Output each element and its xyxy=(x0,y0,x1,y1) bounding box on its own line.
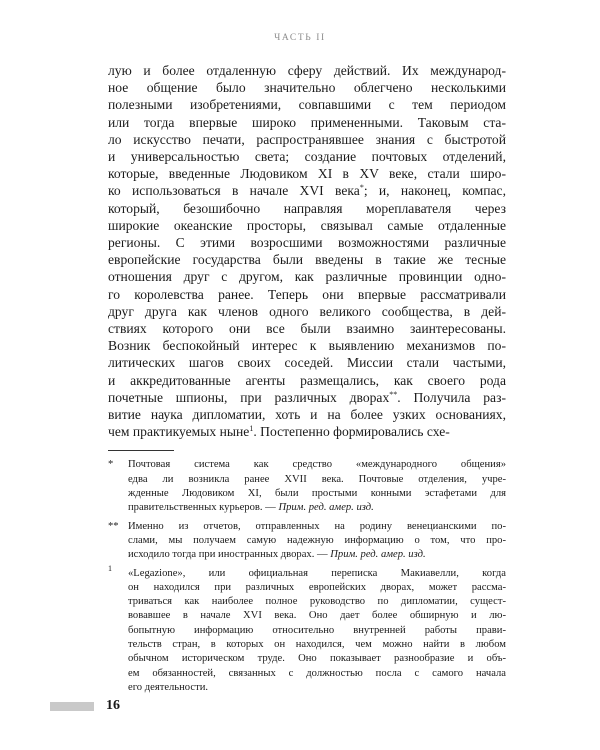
body-line: европейские государства были введены в такие же тесные xyxy=(108,252,506,268)
body-line: который, безошибочно направляя мореплавателя через xyxy=(108,200,506,216)
footnote-line: слами, мы получаем самую надежную информацию о том, что про- xyxy=(128,534,506,546)
body-line: или тогда впервые широко примененными. Таковым ста- xyxy=(108,114,506,130)
body-line: которые, введенные Людовиком XI в XV веке, стали широ- xyxy=(108,166,506,182)
body-line: Возник беспокойный интерес к выявлению механизмов по- xyxy=(108,338,506,354)
body-line: ствиях которого они все были взаимно заинтересованы. xyxy=(108,321,506,336)
body-text-run: ; и, наконец, компас, xyxy=(363,183,506,199)
running-header: ЧАСТЬ II xyxy=(274,33,326,43)
footnote-line: ем обязанностей, связанных с должностью посла с самого начала xyxy=(128,667,506,679)
footnote-line: «Legazione», или официальная переписка Макиавелли, когда xyxy=(128,567,506,579)
body-line: лую и более отдаленную сферу действий. Их международ- xyxy=(108,63,506,78)
footnote-line: обычном историческом труде. Оно показывает разнообразие и объ- xyxy=(128,653,506,665)
footnote-text-run: исходило тогда при иностранных дворах. — xyxy=(128,549,331,561)
footnote-line: Именно из отчетов, отправленных на родину венецианскими по- xyxy=(128,520,506,532)
footnote-text-run: правительственных курьеров. — xyxy=(128,502,279,514)
footnote-line: тельств стран, в которых он находился, чем можно найти в любом xyxy=(128,639,506,650)
body-line: широкие океанские просторы, связывал самые отдаленные xyxy=(108,217,506,233)
folio-decoration-bar xyxy=(50,702,94,711)
body-line: регионы. С этими возросшими возможностями различные xyxy=(108,235,506,250)
footnote-line: его деятельности. xyxy=(128,681,209,693)
footnote-mark: ** xyxy=(108,520,119,532)
editor-note: Прим. ред. амер. изд. xyxy=(278,502,374,514)
footnote-line: он находился при различных европейских дворах, может рассма- xyxy=(128,581,506,593)
footnote-line: триваться как наиболее полное руководство по дипломатии, сущест- xyxy=(128,596,506,608)
body-text-run: . Получила раз- xyxy=(397,389,506,405)
body-line: и аккредитованные агенты размещались, как своего рода xyxy=(108,372,506,388)
footnote-line: бопытную информацию относительно внутренней работы прави- xyxy=(128,624,506,636)
body-line: ное общение было значительно облегчено несколькими xyxy=(108,80,506,96)
body-line: го королевства ранее. Теперь они впервые рассматривали xyxy=(108,286,506,302)
body-text-run: . Постепенно формировались схе- xyxy=(253,424,450,440)
body-line: ло искусство печати, распространявшее знания с быстротой xyxy=(108,131,506,147)
body-line xyxy=(108,423,506,440)
footnote-line: вовавшее в начале XVI века. Оно дает более обширную и лю- xyxy=(128,610,506,622)
body-line: полезными изобретениями, совпавшими с тем периодом xyxy=(108,97,506,113)
footnote-line: едва ли возникла ранее XVII века. Почтовые отделения, учре- xyxy=(128,473,506,485)
body-line: отношения друг с другом, как различные провинции одно- xyxy=(108,269,506,285)
body-line: и универсальностью света; создание почтовых отделений, xyxy=(108,149,506,164)
body-text-run: чем практикуемых ныне xyxy=(108,424,250,440)
footnote-line xyxy=(128,501,506,515)
body-text-run: ко использоваться в начале XVI века xyxy=(108,183,360,199)
body-text-run: почетные шпионы, при различных дворах xyxy=(108,389,390,405)
footnote-line: жденные Людовиком XI, были простыми конными эстафетами для xyxy=(128,488,506,499)
page-number: 16 xyxy=(106,698,120,713)
body-line xyxy=(108,389,506,406)
body-line xyxy=(108,182,506,199)
footnote-separator xyxy=(108,450,174,451)
footnote-line: Почтовая система как средство «международного общения» xyxy=(128,459,506,471)
footnote-mark-number: 1 xyxy=(108,563,112,573)
body-line: литических шагов своих соседей. Миссии стали частыми, xyxy=(108,355,506,371)
footnote-ref-double-asterisk[interactable]: ** xyxy=(389,389,398,399)
body-line: друг друга как членов одного великого сообщества, в дей- xyxy=(108,303,506,319)
body-line: витие наука дипломатии, хоть и на более узких основаниях, xyxy=(108,407,506,422)
footnote-ref-asterisk[interactable]: * xyxy=(359,183,364,193)
footnote-mark: * xyxy=(108,459,114,471)
footnote-mark xyxy=(108,563,112,581)
editor-note: Прим. ред. амер. изд. xyxy=(330,549,426,561)
footnote-ref-1[interactable]: 1 xyxy=(249,424,254,434)
footnote-line xyxy=(128,548,506,562)
